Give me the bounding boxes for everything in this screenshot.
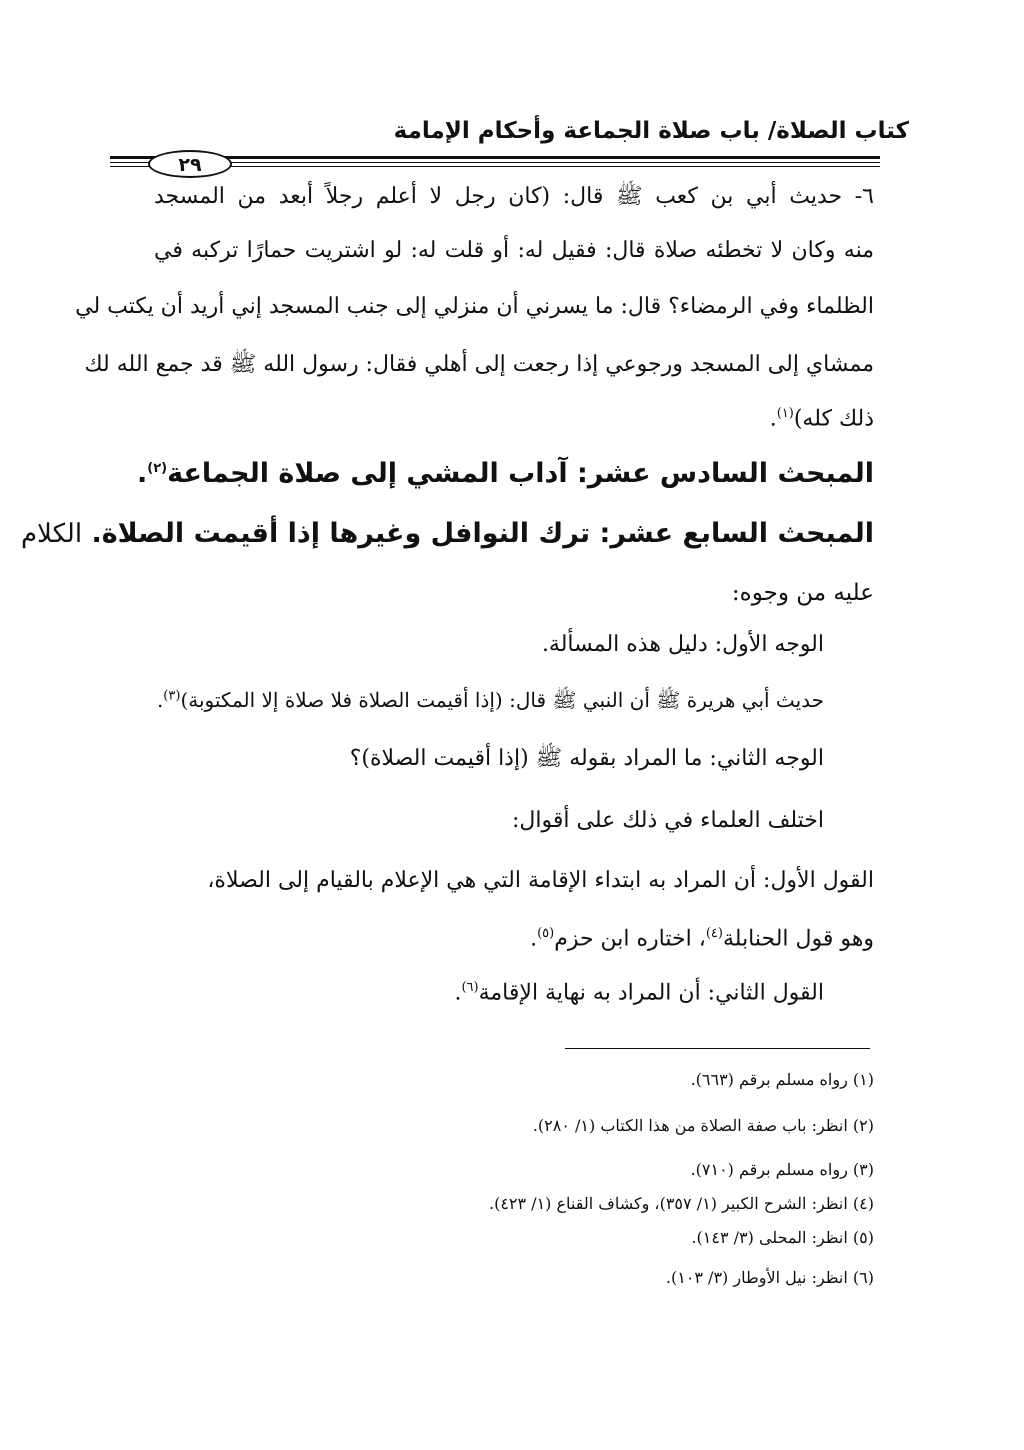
text-line	[154, 688, 824, 717]
text-run: القول الثاني: أن المراد به نهاية الإقامة	[478, 980, 824, 1006]
text-line: منه وكان لا تخطئه صلاة قال: فقيل له: أو قلت له: لو اشتريت حمارًا تركبه في	[154, 238, 874, 263]
text-line	[154, 926, 874, 951]
text-run: .	[769, 406, 777, 432]
heading-text: المبحث السادس عشر: آداب المشي إلى صلاة الجماعة	[167, 458, 874, 489]
text-run: وهو قول الحنابلة	[722, 926, 874, 952]
running-header: كتاب الصلاة/ باب صلاة الجماعة وأحكام الإمامة	[393, 118, 909, 144]
text-run: ، اختاره ابن حزم	[554, 926, 706, 952]
text-line: الوجه الثاني: ما المراد بقوله ﷺ (إذا أقيمت الصلاة)؟	[349, 746, 824, 771]
footnote-ref: (٣)	[163, 688, 181, 704]
section-heading-16	[136, 458, 874, 489]
footnote-ref: (١)	[776, 406, 794, 421]
text-line: ممشاي إلى المسجد ورجوعي إذا رجعت إلى أهلي فقال: رسول الله ﷺ قد جمع الله لك	[84, 352, 874, 377]
text-line: الظلماء وفي الرمضاء؟ قال: ما يسرني أن منزلي إلى جنب المسجد إني أريد أن يكتب لي	[75, 294, 874, 319]
heading-text: المبحث السابع عشر: ترك النوافل وغيرها إذا أقيمت الصلاة.	[91, 518, 874, 549]
text-run: .	[454, 980, 462, 1006]
text-line	[154, 406, 874, 431]
footnote-ref: (٥)	[537, 926, 555, 941]
text-line: ٦- حديث أبي بن كعب ﷺ قال: (كان رجل لا أعلم رجلاً أبعد من المسجد	[154, 184, 874, 209]
text-run: .	[530, 926, 538, 952]
footnote: (٣) رواه مسلم برقم (٧١٠).	[690, 1160, 874, 1179]
footnote-ref: (٢)	[147, 461, 168, 476]
footnote: (٦) انظر: نيل الأوطار (٣/ ١٠٣).	[665, 1268, 874, 1287]
page-number: ٢٩	[148, 150, 232, 178]
footnote-ref: (٤)	[705, 926, 723, 941]
text-line	[154, 868, 874, 893]
text-line: الوجه الأول: دليل هذه المسألة.	[541, 632, 824, 657]
footnote: (٥) انظر: المحلى (٣/ ١٤٣).	[691, 1228, 874, 1247]
footnote: (٤) انظر: الشرح الكبير (١/ ٣٥٧)، وكشاف القناع (١/ ٤٢٣).	[488, 1194, 874, 1213]
footnote: (١) رواه مسلم برقم (٦٦٣).	[690, 1070, 874, 1089]
text-line: عليه من وجوه:	[731, 580, 874, 606]
heading-continuation: الكلام	[20, 519, 83, 549]
text-run: ذلك كله)	[793, 406, 874, 432]
text-run: .	[156, 688, 164, 712]
text-run: القول الأول: أن المراد به ابتداء الإقامة التي هي الإعلام بالقيام إلى الصلاة،	[207, 868, 874, 893]
header-rule	[110, 150, 880, 178]
text-run: .	[136, 458, 148, 489]
text-line: اختلف العلماء في ذلك على أقوال:	[512, 808, 824, 833]
footnote: (٢) انظر: باب صفة الصلاة من هذا الكتاب (١/ ٢٨٠).	[532, 1116, 874, 1135]
footnote-separator	[565, 1048, 870, 1049]
section-heading-17	[20, 518, 874, 549]
text-line	[154, 980, 824, 1005]
footnote-ref: (٦)	[461, 980, 479, 995]
text-run: حديث أبي هريرة ﷺ أن النبي ﷺ قال: (إذا أقيمت الصلاة فلا صلاة إلا المكتوبة)	[180, 688, 824, 712]
